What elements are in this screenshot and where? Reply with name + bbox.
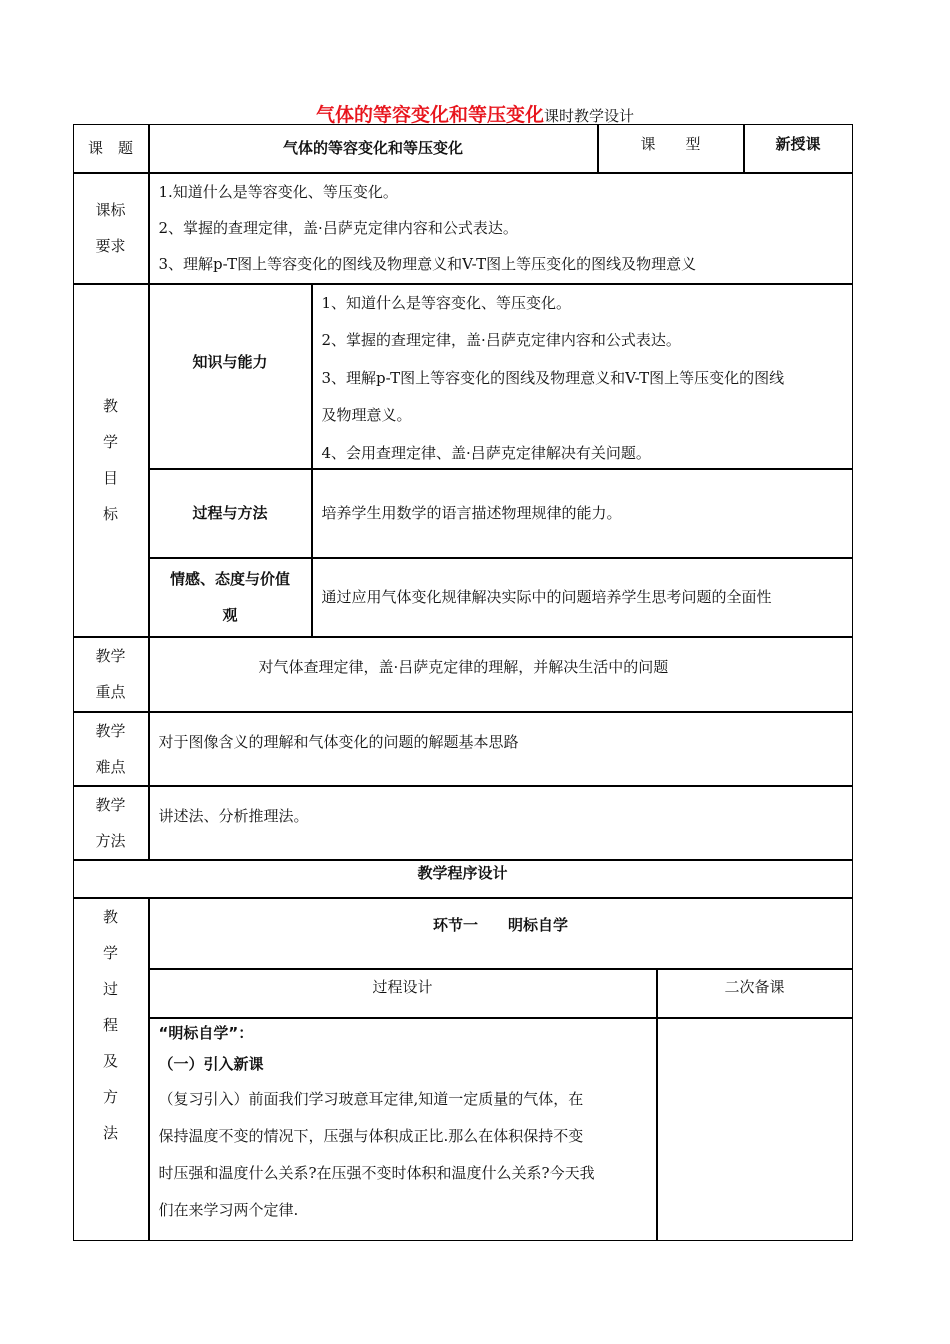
program-label-char: 方 bbox=[102, 1087, 118, 1106]
emotion-label-line1: 情感、态度与价值 bbox=[169, 570, 290, 588]
type-value: 新授课 bbox=[775, 135, 821, 153]
topic-label-cell bbox=[73, 124, 149, 173]
title-suffix: 课时教学设计 bbox=[544, 107, 635, 125]
knowledge-label: 知识与能力 bbox=[192, 353, 268, 371]
program-label-char: 教 bbox=[102, 907, 118, 926]
key-points-content-cell bbox=[149, 637, 853, 712]
difficulties-label-line2: 难点 bbox=[95, 757, 126, 776]
knowledge-item: 1、知道什么是等容变化、等压变化。 bbox=[321, 293, 572, 312]
topic-label: 课 题 bbox=[87, 139, 133, 157]
methods-content-cell bbox=[149, 786, 853, 860]
col-process-header: 过程设计 bbox=[372, 978, 433, 996]
key-points-text: 对气体查理定律，盖·吕萨克定律的理解，并解决生活中的问题 bbox=[258, 658, 669, 676]
section-heading-cell bbox=[149, 898, 853, 969]
emotion-text: 通过应用气体变化规律解决实际中的问题培养学生思考问题的全面性 bbox=[321, 588, 772, 606]
section-heading: 环节一 明标自学 bbox=[432, 916, 568, 934]
key-points-label-line1: 教学 bbox=[95, 647, 126, 665]
program-label-char: 学 bbox=[102, 943, 118, 962]
program-label-cell bbox=[73, 898, 149, 1241]
difficulties-content-cell bbox=[149, 712, 853, 786]
process-text: 培养学生用数学的语言描述物理规律的能力。 bbox=[321, 504, 622, 522]
program-label-char: 过 bbox=[102, 979, 118, 998]
process-content-cell bbox=[312, 469, 853, 558]
emotion-label-cell bbox=[149, 558, 312, 637]
difficulties-text: 对于图像含义的理解和气体变化的问题的解题基本思路 bbox=[158, 732, 519, 751]
emotion-label-line2: 观 bbox=[222, 606, 238, 624]
key-points-label-cell bbox=[73, 637, 149, 712]
standards-item: 3、理解p-T图上等容变化的图线及物理意义和V-T图上等压变化的图线及物理意义 bbox=[158, 254, 697, 273]
program-label-char: 法 bbox=[102, 1123, 118, 1142]
process-label: 过程与方法 bbox=[192, 504, 268, 522]
difficulties-label-line1: 教学 bbox=[95, 721, 126, 740]
knowledge-content-cell bbox=[312, 284, 853, 469]
process-line: 们在来学习两个定律. bbox=[158, 1200, 299, 1219]
col-second-cell bbox=[657, 969, 853, 1018]
type-label: 课 型 bbox=[640, 135, 701, 153]
standards-label-cell bbox=[73, 173, 149, 284]
process-part-heading: （一）引入新课 bbox=[158, 1054, 264, 1073]
col-process-cell bbox=[149, 969, 657, 1018]
difficulties-label-cell bbox=[73, 712, 149, 786]
knowledge-item: 3、理解p-T图上等容变化的图线及物理意义和V-T图上等压变化的图线 bbox=[321, 368, 785, 387]
objectives-label-char: 目 bbox=[102, 469, 118, 487]
objectives-label-cell bbox=[73, 284, 149, 637]
objectives-label-char: 学 bbox=[102, 433, 118, 451]
program-label-char: 及 bbox=[102, 1051, 118, 1070]
knowledge-item: 4、会用查理定律、盖·吕萨克定律解决有关问题。 bbox=[321, 443, 651, 462]
type-label-cell bbox=[598, 124, 744, 173]
objectives-label-char: 教 bbox=[102, 397, 118, 415]
standards-content-cell bbox=[149, 173, 853, 284]
methods-text: 讲述法、分析推理法。 bbox=[158, 806, 309, 825]
objectives-label-char: 标 bbox=[102, 505, 118, 523]
process-line: 保持温度不变的情况下，压强与体积成正比.那么在体积保持不变 bbox=[158, 1126, 584, 1145]
knowledge-label-cell bbox=[149, 284, 312, 469]
program-heading: 教学程序设计 bbox=[417, 863, 508, 882]
knowledge-item: 及物理意义。 bbox=[321, 406, 412, 424]
col-second-header: 二次备课 bbox=[724, 978, 785, 996]
title-main: 气体的等容变化和等压变化 bbox=[315, 104, 544, 126]
program-label-char: 程 bbox=[102, 1015, 118, 1034]
standards-label-line1: 课标 bbox=[95, 201, 126, 219]
topic-value: 气体的等容变化和等压变化 bbox=[282, 139, 463, 157]
standards-label-line2: 要求 bbox=[95, 237, 126, 255]
program-heading-cell bbox=[73, 860, 853, 898]
methods-label-line1: 教学 bbox=[95, 795, 126, 814]
second-prep-cell bbox=[657, 1018, 853, 1241]
process-line: （复习引入）前面我们学习玻意耳定律,知道一定质量的气体，在 bbox=[158, 1089, 584, 1108]
standards-item: 2、掌握的查理定律，盖·吕萨克定律内容和公式表达。 bbox=[158, 218, 518, 237]
process-design-cell bbox=[149, 1018, 657, 1241]
type-value-cell bbox=[744, 124, 853, 173]
process-subheading: “明标自学”： bbox=[158, 1023, 254, 1042]
emotion-content-cell bbox=[312, 558, 853, 637]
standards-item: 1.知道什么是等容变化、等压变化。 bbox=[158, 182, 398, 201]
knowledge-item: 2、掌握的查理定律，盖·吕萨克定律内容和公式表达。 bbox=[321, 331, 681, 349]
methods-label-cell bbox=[73, 786, 149, 860]
process-line: 时压强和温度什么关系?在压强不变时体积和温度什么关系?今天我 bbox=[158, 1163, 595, 1182]
methods-label-line2: 方法 bbox=[95, 831, 126, 850]
topic-value-cell bbox=[149, 124, 598, 173]
key-points-label-line2: 重点 bbox=[95, 683, 126, 701]
process-label-cell bbox=[149, 469, 312, 558]
